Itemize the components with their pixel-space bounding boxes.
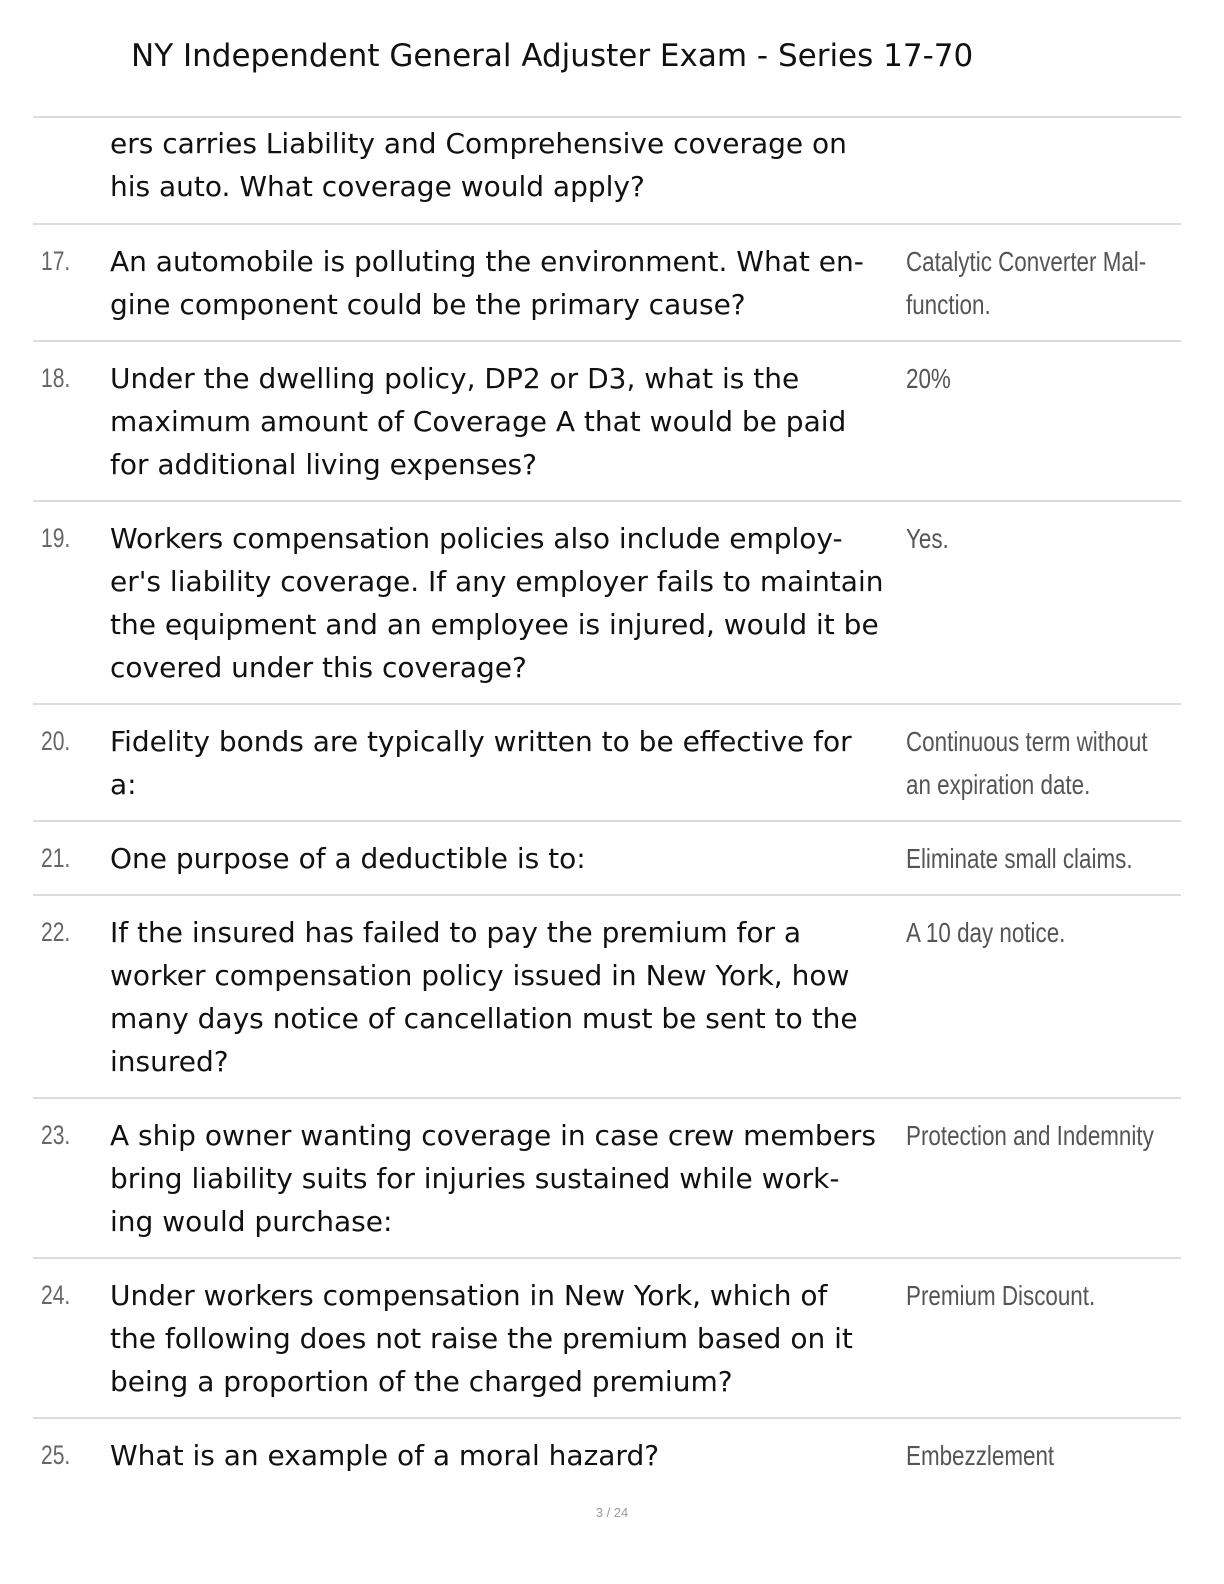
question-line: worker compensation policy issued in New York, how [110,959,850,992]
question-line: Under workers compensation in New York, which of [110,1279,828,1312]
question-row [33,1419,1181,1509]
question-text [110,911,910,1083]
question-line: bring liability suits for injuries sustained while work- [110,1162,840,1195]
question-line: Workers compensation policies also include employ- [110,522,843,555]
question-row [33,1099,1181,1259]
question-line: ing would purchase: [110,1205,393,1238]
question-number: 20. [41,726,71,756]
question-row [33,502,1181,705]
answer-text [906,720,1206,806]
question-number: 21. [41,843,71,873]
question-line: the equipment and an employee is injured, would it be [110,608,879,641]
question-number: 19. [41,523,71,553]
question-line: maximum amount of Coverage A that would be paid [110,405,847,438]
question-line: covered under this coverage? [110,651,527,684]
question-row [33,705,1181,822]
question-line: the following does not raise the premium based on it [110,1322,853,1355]
question-line: his auto. What coverage would apply? [110,170,645,203]
answer-text [906,357,1206,400]
question-text [110,357,910,486]
question-number: 23. [41,1120,71,1150]
question-line: many days notice of cancellation must be sent to the [110,1002,858,1035]
answer-text [906,1434,1206,1477]
question-line: What is an example of a moral hazard? [110,1439,660,1472]
question-row [33,342,1181,502]
page-number: 3 / 24 [595,1505,629,1520]
answer-line: A 10 day notice. [906,917,1066,948]
question-text [110,1434,910,1477]
question-line: a: [110,768,137,801]
question-row [33,822,1181,896]
answer-line: Continuous term without [906,726,1148,757]
answer-line: Catalytic Converter Mal- [906,246,1147,277]
answer-line: Embezzlement [906,1440,1055,1471]
answer-text [906,837,1206,880]
page-title: NY Independent General Adjuster Exam - Series 17-70 [131,38,974,74]
question-text [110,1274,910,1403]
answer-line: Premium Discount. [906,1280,1096,1311]
question-text [110,1114,910,1243]
question-line: gine component could be the primary cause? [110,288,746,321]
answer-line: 20% [906,363,951,394]
question-row [33,896,1181,1099]
answer-line: Protection and Indemnity [906,1120,1154,1151]
answer-text [906,1114,1206,1157]
question-line: er's liability coverage. If any employer fails to maintain [110,565,884,598]
question-line: One purpose of a deductible is to: [110,842,586,875]
question-number: 25. [41,1440,71,1470]
question-text [110,240,910,326]
question-line: for additional living expenses? [110,448,537,481]
answer-line: Yes. [906,523,949,554]
question-text [110,122,910,208]
question-line: Under the dwelling policy, DP2 or D3, what is the [110,362,800,395]
question-table [33,116,1181,1509]
question-text [110,837,910,880]
question-line: An automobile is polluting the environment. What en- [110,245,864,278]
answer-line: an expiration date. [906,769,1091,800]
answer-text [906,911,1206,954]
question-line: insured? [110,1045,229,1078]
question-row [33,118,1181,225]
question-number: 24. [41,1280,71,1310]
question-row [33,225,1181,342]
question-line: being a proportion of the charged premium? [110,1365,733,1398]
answer-text [906,517,1206,560]
question-line: If the insured has failed to pay the premium for a [110,916,802,949]
question-line: ers carries Liability and Comprehensive coverage on [110,127,847,160]
question-number: 17. [41,246,71,276]
question-line: Fidelity bonds are typically written to be effective for [110,725,852,758]
question-text [110,517,910,689]
answer-line: function. [906,289,991,320]
question-line: A ship owner wanting coverage in case crew members [110,1119,877,1152]
question-number: 22. [41,917,71,947]
answer-text [906,240,1206,326]
question-number: 18. [41,363,71,393]
answer-text [906,1274,1206,1317]
answer-line: Eliminate small claims. [906,843,1133,874]
question-text [110,720,910,806]
question-row [33,1259,1181,1419]
